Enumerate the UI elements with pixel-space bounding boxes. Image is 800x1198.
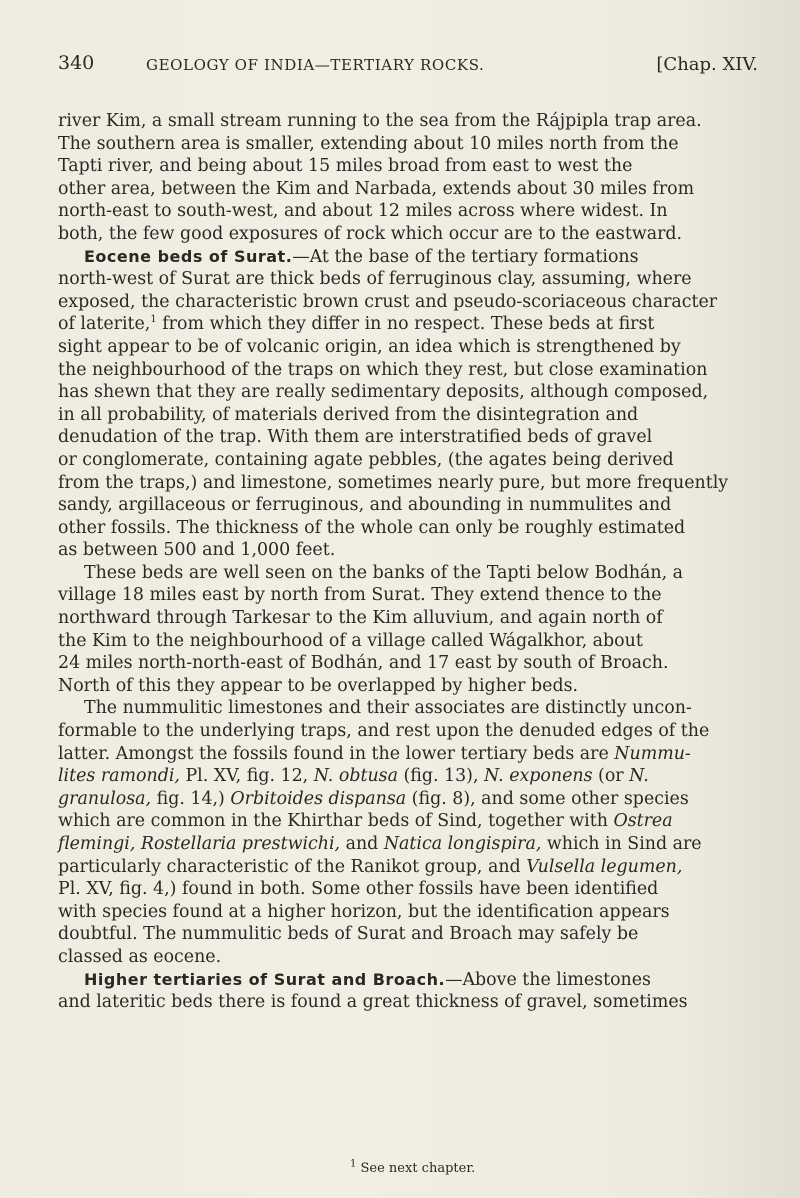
species-name: Natica longispira, bbox=[383, 834, 542, 854]
species-name: N. obtusa bbox=[313, 766, 398, 787]
text-segment: from which they differ in no respect. These beds at first bbox=[156, 314, 655, 335]
text-line: sandy, argillaceous or ferruginous, and abounding in nummulites and bbox=[58, 495, 672, 516]
text-line bbox=[58, 765, 758, 788]
text-line: and lateritic beds there is found a great thickness of gravel, sometimes bbox=[58, 992, 688, 1013]
text-line: exposed, the characteristic brown crust and pseudo-scoriaceous character bbox=[58, 291, 718, 312]
text-segment: (fig. 8), and some other species bbox=[406, 788, 689, 809]
footnote-ref: 1 bbox=[150, 314, 157, 326]
text-line: The nummulitic limestones and their associates are distinctly uncon- bbox=[84, 698, 692, 719]
text-segment: (fig. 13), bbox=[397, 766, 485, 787]
text-line: as between 500 and 1,000 feet. bbox=[58, 540, 336, 561]
section-heading-eocene: Eocene beds of Surat. bbox=[84, 246, 293, 266]
text-line: denudation of the trap. With them are interstratified beds of gravel bbox=[58, 427, 653, 448]
text-line: the Kim to the neighbourhood of a village called Wágalkhor, about bbox=[58, 630, 643, 651]
species-name: flemingi, Rostellaria prestwichi, bbox=[58, 834, 341, 854]
page-number: 340 bbox=[58, 52, 95, 74]
text-line: the neighbourhood of the traps on which they rest, but close examination bbox=[58, 359, 708, 380]
species-name: N. bbox=[629, 766, 649, 787]
text-segment: fig. 14,) bbox=[151, 788, 231, 809]
body-text bbox=[58, 110, 758, 1014]
text-segment: —Above the limestones bbox=[445, 969, 651, 990]
text-line: other area, between the Kim and Narbada, extends about 30 miles from bbox=[58, 178, 695, 199]
text-line: Pl. XV, fig. 4,) found in both. Some other fossils have been identified bbox=[58, 879, 659, 900]
text-line: Tapti river, and being about 15 miles broad from east to west the bbox=[58, 156, 633, 177]
text-line: with species found at a higher horizon, but the identification appears bbox=[58, 901, 670, 922]
page-header bbox=[58, 52, 758, 82]
text-line: sight appear to be of volcanic origin, an idea which is strengthened by bbox=[58, 336, 681, 357]
text-line bbox=[58, 969, 758, 992]
text-line: North of this they appear to be overlapped by higher beds. bbox=[58, 675, 579, 696]
text-line bbox=[58, 246, 758, 269]
species-name: Ostrea bbox=[613, 811, 673, 832]
text-segment: which in Sind are bbox=[541, 834, 702, 854]
text-segment: latter. Amongst the fossils found in the lower tertiary beds are bbox=[58, 743, 615, 764]
text-line: The southern area is smaller, extending about 10 miles north from the bbox=[58, 133, 679, 154]
text-line: river Kim, a small stream running to the sea from the Rájpipla trap area. bbox=[58, 111, 702, 131]
text-line bbox=[58, 856, 758, 879]
text-line: formable to the underlying traps, and rest upon the denuded edges of the bbox=[58, 721, 710, 742]
species-name: Vulsella legumen, bbox=[526, 856, 683, 877]
text-line bbox=[58, 743, 758, 766]
text-line: or conglomerate, containing agate pebbles, (the agates being derived bbox=[58, 449, 674, 470]
text-segment: Pl. XV, fig. 12, bbox=[179, 766, 314, 787]
running-head: GEOLOGY OF INDIA—TERTIARY ROCKS. bbox=[146, 56, 485, 74]
text-line: 24 miles north-north-east of Bodhán, and 17 east by south of Broach. bbox=[58, 653, 669, 674]
text-line: has shewn that they are really sedimentary deposits, although composed, bbox=[58, 382, 709, 403]
text-line: northward through Tarkesar to the Kim alluvium, and again north of bbox=[58, 608, 663, 629]
text-line: These beds are well seen on the banks of the Tapti below Bodhán, a bbox=[84, 562, 684, 583]
species-name: granulosa, bbox=[58, 788, 152, 809]
text-line: doubtful. The nummulitic beds of Surat and Broach may safely be bbox=[58, 924, 639, 945]
text-line: north-west of Surat are thick beds of ferruginous clay, assuming, where bbox=[58, 269, 692, 290]
text-line bbox=[58, 788, 758, 811]
text-line: north-east to south-west, and about 12 miles across where widest. In bbox=[58, 201, 668, 222]
chapter-label: [Chap. XIV. bbox=[656, 54, 758, 75]
species-name: Orbitoides dispansa bbox=[230, 788, 407, 809]
text-line: other fossils. The thickness of the whole can only be roughly estimated bbox=[58, 517, 686, 538]
species-name: Nummu- bbox=[614, 743, 691, 764]
text-line bbox=[58, 313, 758, 336]
text-line: from the traps,) and limestone, sometimes nearly pure, but more frequently bbox=[58, 472, 729, 493]
footnote bbox=[350, 1158, 476, 1176]
text-line: classed as eocene. bbox=[58, 946, 222, 967]
species-name: lites ramondi, bbox=[58, 766, 180, 787]
text-segment: of laterite, bbox=[58, 314, 151, 335]
footnote-text: See next chapter. bbox=[356, 1161, 476, 1176]
text-segment: particularly characteristic of the Ranikot group, and bbox=[58, 856, 527, 877]
species-name: N. exponens bbox=[484, 766, 593, 787]
text-segment: which are common in the Khirthar beds of Sind, together with bbox=[58, 811, 614, 832]
section-heading-higher-tertiaries: Higher tertiaries of Surat and Broach. bbox=[84, 969, 446, 989]
text-line: both, the few good exposures of rock which occur are to the eastward. bbox=[58, 223, 683, 244]
text-segment: (or bbox=[592, 766, 630, 787]
text-segment: —At the base of the tertiary formations bbox=[292, 246, 639, 267]
text-segment: and bbox=[340, 834, 384, 854]
text-line: in all probability, of materials derived from the disintegration and bbox=[58, 404, 639, 425]
text-line bbox=[58, 810, 758, 833]
text-line: village 18 miles east by north from Surat. They extend thence to the bbox=[58, 585, 662, 606]
text-line bbox=[58, 833, 758, 856]
footnote-marker: 1 bbox=[350, 1158, 357, 1170]
